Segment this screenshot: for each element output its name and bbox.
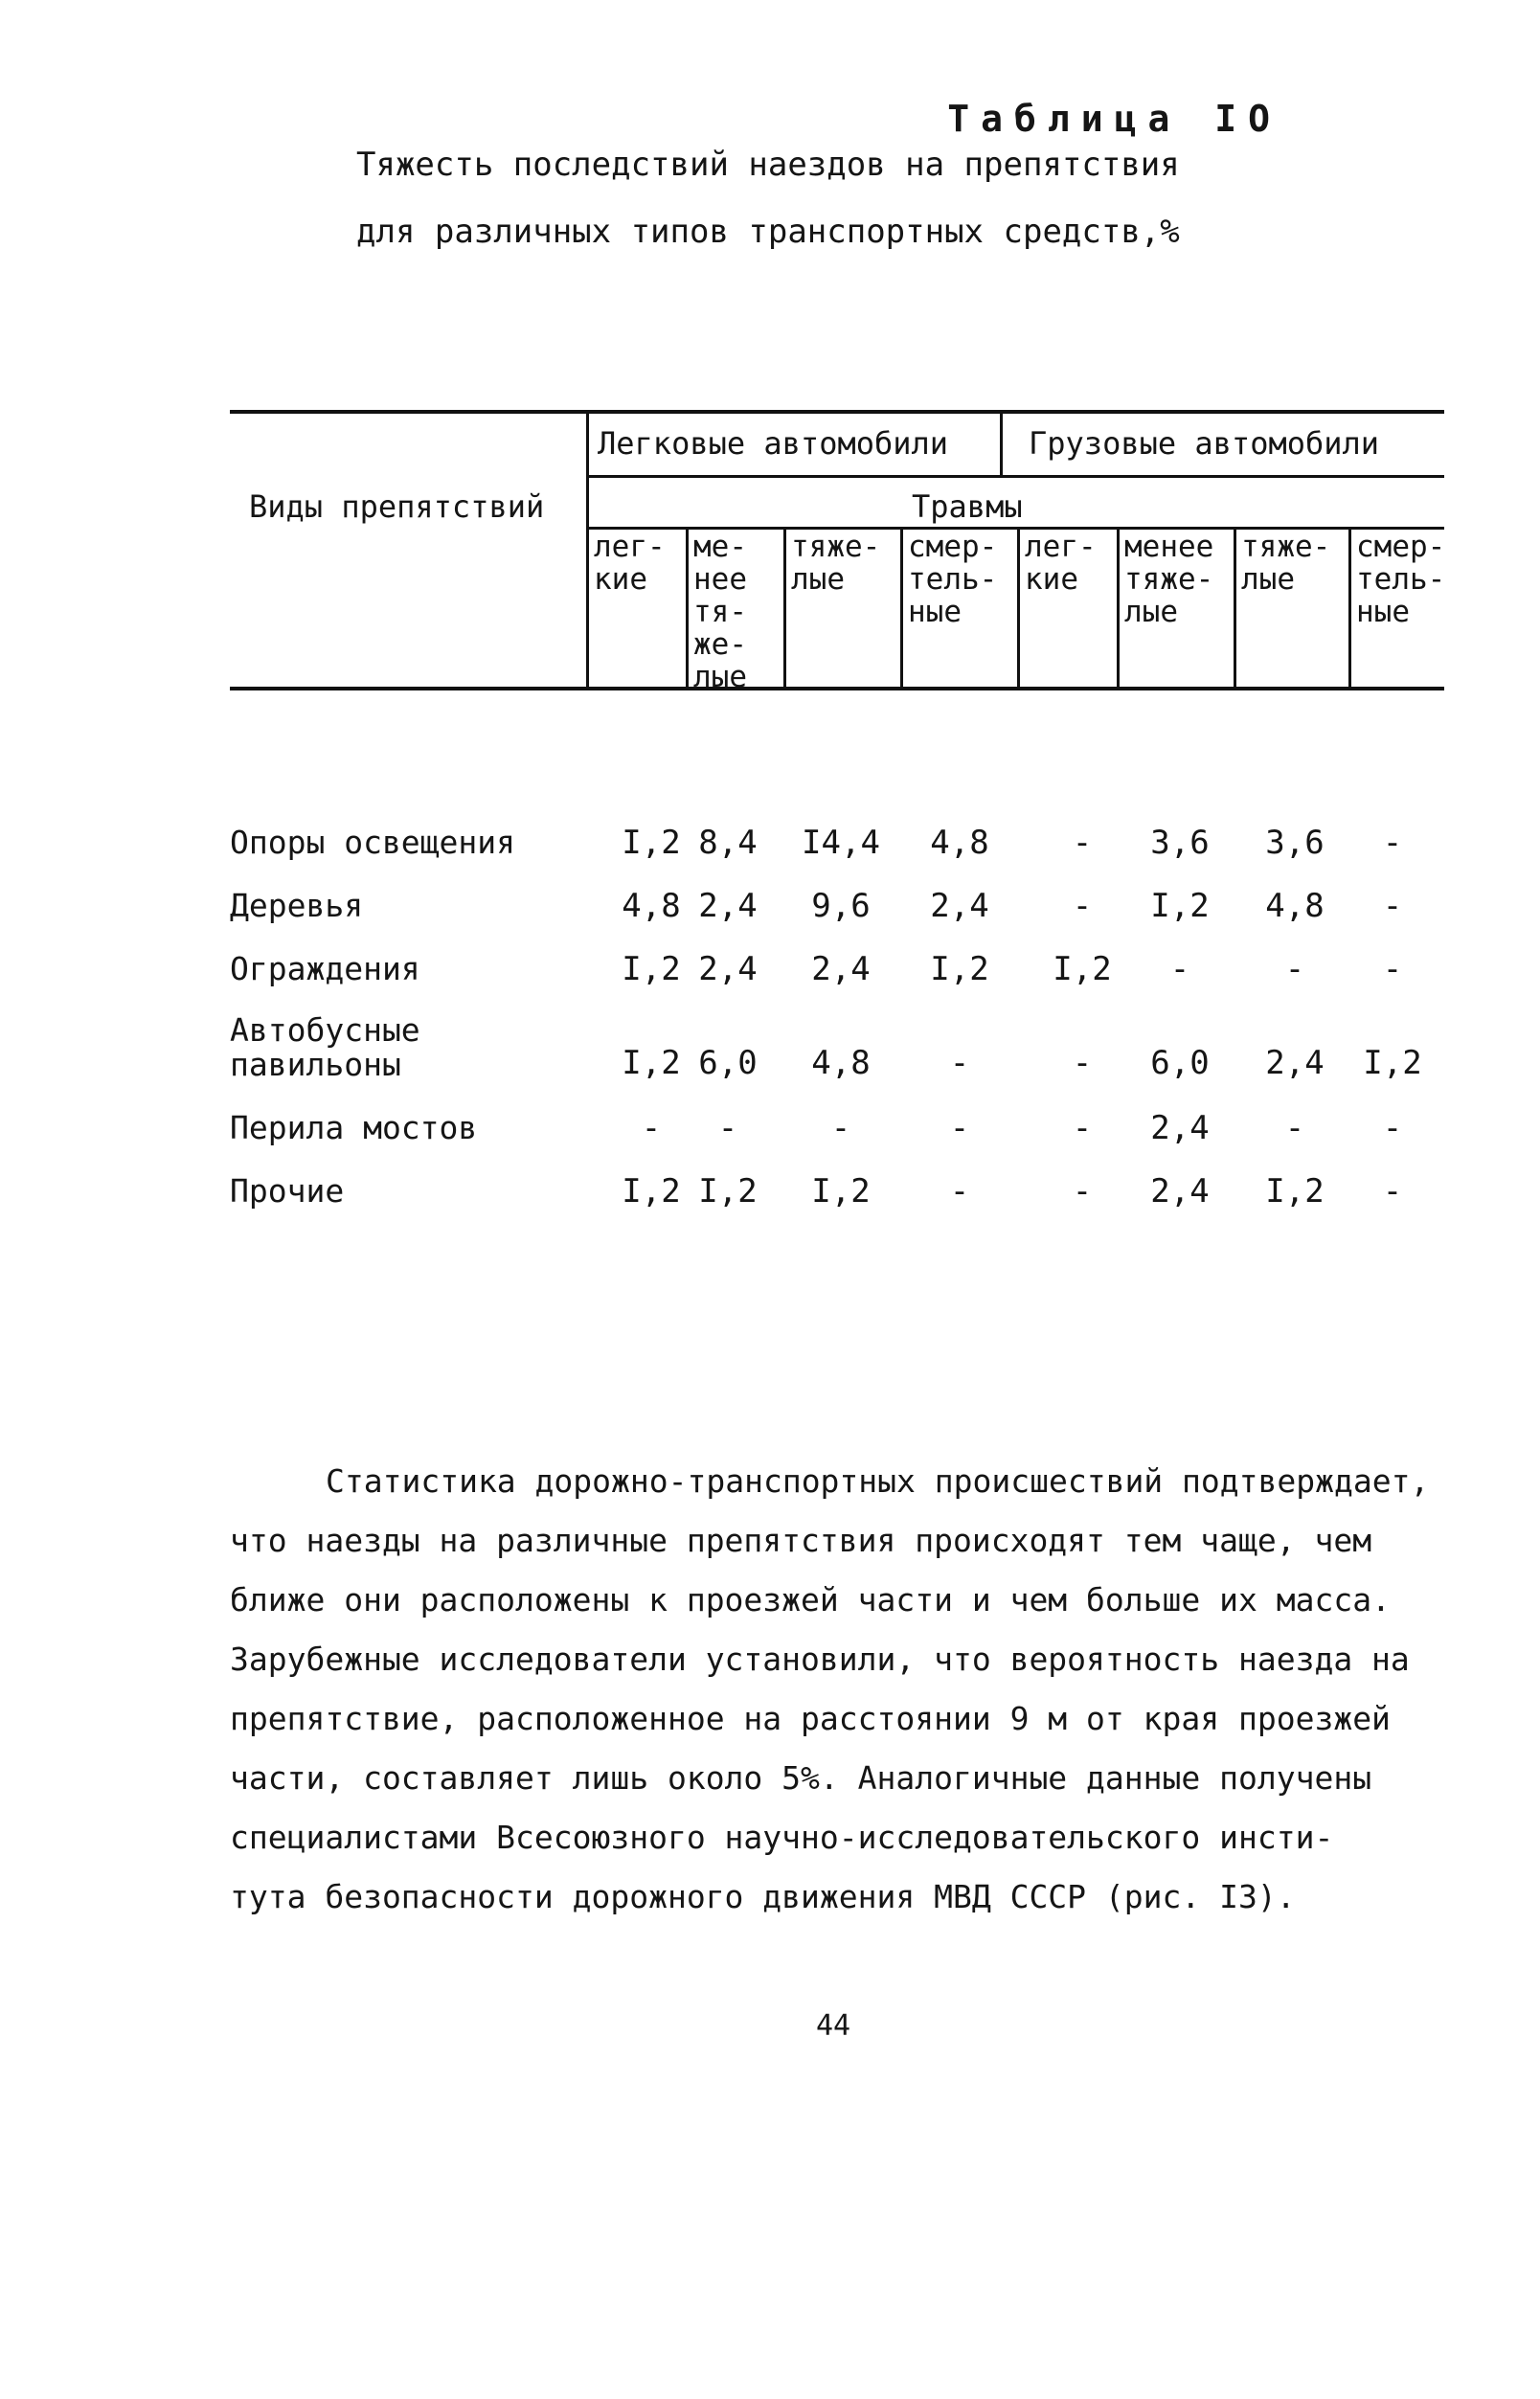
table-cell: I,2 (1363, 1044, 1422, 1082)
table-cell: I,2 (622, 1172, 681, 1211)
table-cell: - (1072, 1109, 1093, 1147)
table-cell: - (717, 1109, 738, 1147)
table-cell: - (949, 1044, 970, 1082)
subheader-trucks-fatal: смер- тель- ные (1356, 530, 1446, 629)
table-cell: 4,8 (930, 824, 989, 862)
table-title-line-2: для различных типов транспортных средств,% (356, 213, 1180, 251)
table-cell: 2,4 (1150, 1172, 1210, 1211)
table-cell: - (1382, 950, 1403, 988)
table-cell: 2,4 (698, 887, 758, 925)
table-cell: I4,4 (802, 824, 880, 862)
vrule-group-divider (1000, 412, 1003, 477)
paragraph-line: специалистами Всесоюзного научно-исследовательского инсти- (230, 1819, 1334, 1856)
row-label: Ограждения (230, 950, 420, 987)
subheader-trucks-light: лег- кие (1025, 530, 1097, 597)
table-cell: 2,4 (1150, 1109, 1210, 1147)
table-cell: 8,4 (698, 824, 758, 862)
table-cell: I,2 (1053, 950, 1112, 988)
table-cell: 2,4 (811, 950, 871, 988)
table-cell: I,2 (622, 824, 681, 862)
paragraph-line: Зарубежные исследователи установили, что вероятность наезда на (230, 1641, 1410, 1678)
table-cell: - (1072, 1044, 1093, 1082)
vrule-left (586, 412, 589, 689)
vrule-5 (1117, 529, 1120, 689)
vrule-1 (686, 529, 689, 689)
paragraph-line: препятствие, расположенное на расстоянии 9 м от края проезжей (230, 1700, 1391, 1737)
table-cell: I,2 (811, 1172, 871, 1211)
table-cell: 6,0 (698, 1044, 758, 1082)
body-paragraph (230, 1452, 1475, 1927)
table-cell: - (949, 1172, 970, 1211)
table-cell: I,2 (1265, 1172, 1325, 1211)
table-number: Таблица IO (947, 98, 1281, 140)
group-header-rule (586, 475, 1444, 478)
row-header: Виды препятствий (249, 488, 545, 525)
table-cell: - (1284, 1109, 1305, 1147)
table-cell: - (1284, 950, 1305, 988)
table-cell: 4,8 (622, 887, 681, 925)
table-cell: - (1382, 1109, 1403, 1147)
table-cell: 2,4 (1265, 1044, 1325, 1082)
paragraph-line: что наезды на различные препятствия происходят тем чаще, чем (230, 1522, 1372, 1559)
table-cell: 2,4 (698, 950, 758, 988)
injuries-header: Травмы (912, 488, 1023, 525)
paragraph-line: Статистика дорожно-транспортных происшествий подтверждает, (326, 1462, 1430, 1500)
table-cell: - (830, 1109, 851, 1147)
table-cell: 2,4 (930, 887, 989, 925)
table-cell: 3,6 (1150, 824, 1210, 862)
group-header-trucks: Грузовые автомобили (1029, 425, 1380, 462)
table-cell: - (1382, 1172, 1403, 1211)
paragraph-line: тута безопасности дорожного движения МВД СССР (рис. I3). (230, 1878, 1296, 1915)
table-cell: - (1072, 1172, 1093, 1211)
page-number: 44 (816, 2009, 851, 2043)
table-cell: 3,6 (1265, 824, 1325, 862)
subheader-trucks-severe: тяже- лые (1241, 530, 1331, 597)
table-cell: I,2 (622, 950, 681, 988)
table-title-line-1: Тяжесть последствий наездов на препятствия (356, 146, 1180, 184)
table-cell: I,2 (698, 1172, 758, 1211)
table-cell: 4,8 (1265, 887, 1325, 925)
table-cell: 6,0 (1150, 1044, 1210, 1082)
table-cell: I,2 (1150, 887, 1210, 925)
vrule-3 (900, 529, 903, 689)
table-header-bottom-rule (230, 687, 1444, 690)
row-label: Опоры освещения (230, 824, 516, 861)
vrule-6 (1234, 529, 1236, 689)
table-cell: - (1382, 824, 1403, 862)
vrule-2 (783, 529, 786, 689)
table-cell: I,2 (930, 950, 989, 988)
paragraph-line: части, составляет лишь около 5%. Аналогичные данные получены (230, 1759, 1372, 1797)
table-cell: - (1169, 950, 1190, 988)
vrule-7 (1348, 529, 1351, 689)
table-cell: - (1072, 887, 1093, 925)
table-cell: - (949, 1109, 970, 1147)
row-label: Автобусные павильоны (230, 1011, 420, 1083)
paragraph-line: ближе они расположены к проезжей части и чем больше их масса. (230, 1581, 1391, 1618)
vrule-4 (1017, 529, 1020, 689)
subheader-cars-severe: тяже- лые (791, 530, 881, 597)
table-cell: 9,6 (811, 887, 871, 925)
table-cell: I,2 (622, 1044, 681, 1082)
group-header-cars: Легковые автомобили (598, 425, 949, 462)
subheader-cars-light: лег- кие (594, 530, 666, 597)
row-label: Прочие (230, 1172, 345, 1210)
subheader-cars-fatal: смер- тель- ные (908, 530, 998, 629)
table-cell: - (1382, 887, 1403, 925)
row-label: Перила мостов (230, 1109, 478, 1146)
table-top-rule (230, 410, 1444, 414)
table-cell: - (641, 1109, 662, 1147)
subheader-trucks-less-severe: менее тяже- лые (1124, 530, 1214, 629)
subheader-cars-less-severe: ме- нее тя- же- лые (693, 530, 747, 694)
table-cell: 4,8 (811, 1044, 871, 1082)
table-cell: - (1072, 824, 1093, 862)
row-label: Деревья (230, 887, 364, 924)
